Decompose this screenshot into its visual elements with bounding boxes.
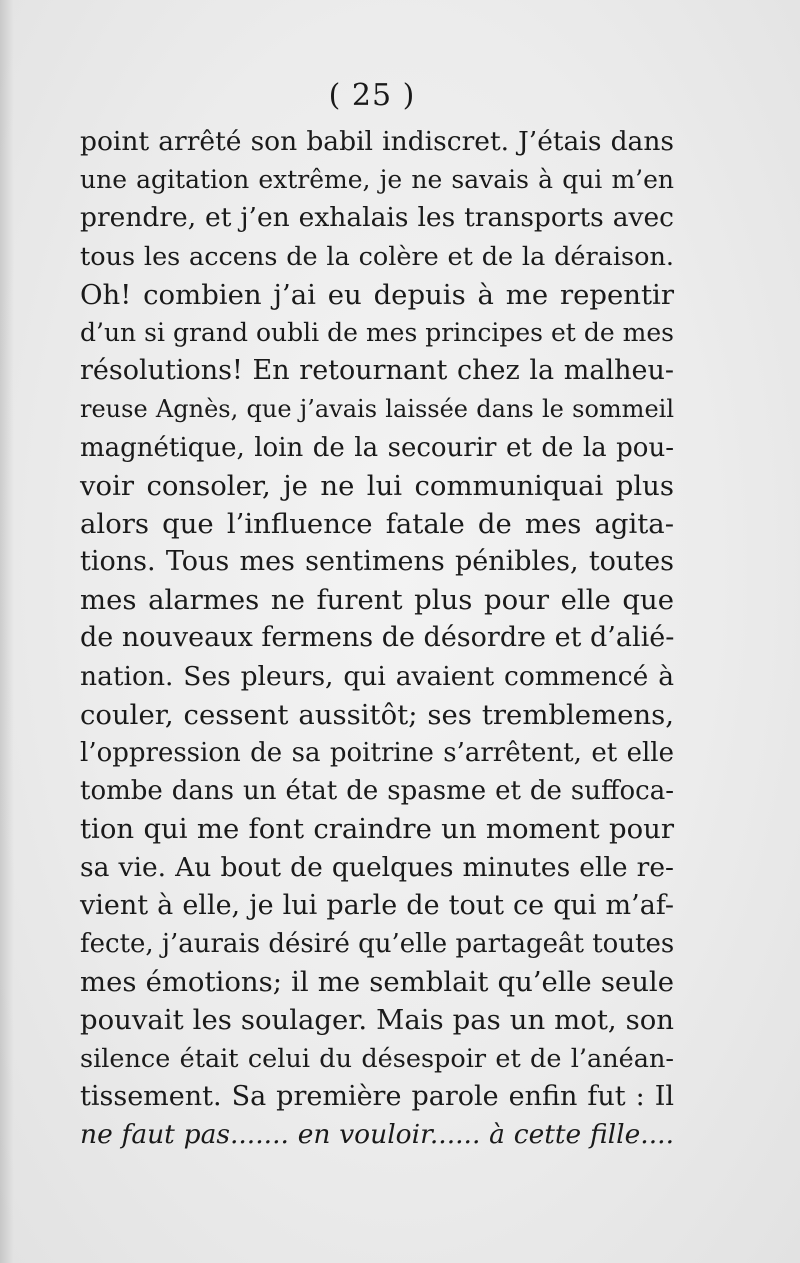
text-line: une agitation extrême, je ne savais à qui m’en	[80, 165, 674, 195]
text-line-italic: ne faut pas....... en vouloir...... à cette fille....	[80, 1118, 674, 1150]
text-line: mes alarmes ne furent plus pour elle que	[80, 584, 674, 617]
page-number: ( 25 )	[328, 78, 416, 113]
text-line: vient à elle, je lui parle de tout ce qui m’af-	[80, 889, 674, 921]
text-line: d’un si grand oubli de mes principes et de mes	[80, 317, 674, 347]
body-text	[80, 123, 674, 1154]
text-line: silence était celui du désespoir et de l’anéan-	[80, 1043, 674, 1074]
page-edge-shadow	[0, 0, 14, 1263]
text-line: tion qui me font craindre un moment pour	[80, 813, 674, 846]
text-line: fecte, j’aurais désiré qu’elle partageât toutes	[80, 928, 675, 959]
text-line: tions. Tous mes sentimens pénibles, toutes	[80, 546, 674, 578]
text-line: magnétique, loin de la secourir et de la pou-	[80, 432, 674, 463]
text-line: mes émotions; il me semblait qu’elle seule	[80, 966, 674, 999]
text-line: alors que l’influence fatale de mes agita-	[80, 507, 674, 540]
text-line: nation. Ses pleurs, qui avaient commencé à	[80, 660, 674, 692]
text-line: pouvait les soulager. Mais pas un mot, son	[80, 1004, 674, 1037]
text-line: reuse Agnès, que j’avais laissée dans le sommeil	[80, 395, 674, 424]
text-line: sa vie. Au bout de quelques minutes elle re-	[80, 851, 674, 883]
text-line: prendre, et j’en exhalais les transports avec	[80, 202, 674, 234]
text-line: l’oppression de sa poitrine s’arrêtent, et elle	[80, 738, 674, 768]
text-line: Oh! combien j’ai eu depuis à me repentir	[80, 278, 674, 311]
text-line: tous les accens de la colère et de la déraison.	[80, 241, 674, 272]
text-line: tissement. Sa première parole enfin fut : Il	[80, 1080, 674, 1112]
text-line: tombe dans un état de spasme et de suffoca-	[80, 776, 674, 807]
text-line: point arrêté son babil indiscret. J’étais dans	[80, 126, 674, 157]
text-line: voir consoler, je ne lui communiquai plus	[80, 469, 674, 502]
text-line: résolutions! En retournant chez la malheu-	[80, 355, 674, 387]
text-line: de nouveaux fermens de désordre et d’alié-	[80, 622, 675, 654]
text-line: couler, cessent aussitôt; ses tremblemens,	[80, 698, 674, 731]
